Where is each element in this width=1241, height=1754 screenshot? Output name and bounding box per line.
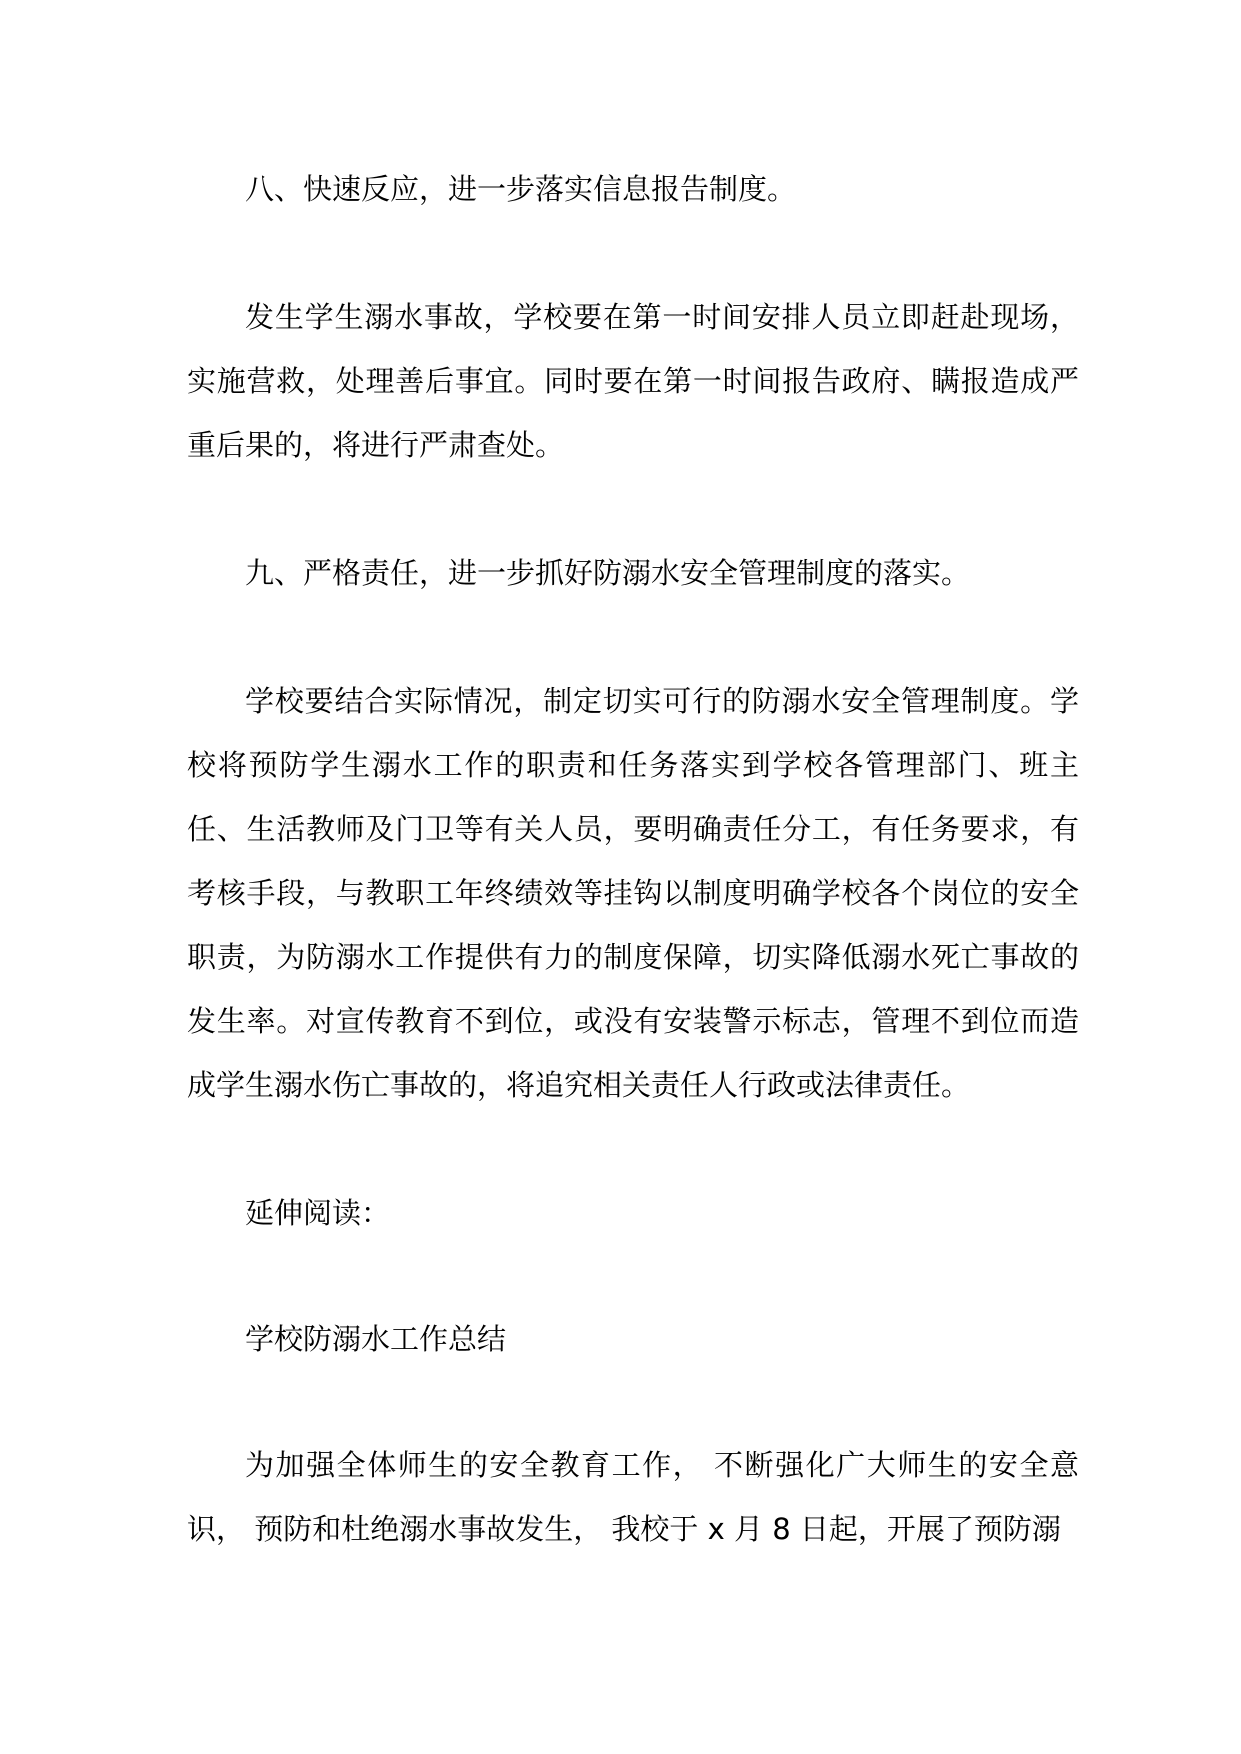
further-reading-label: 延伸阅读： [245,1196,391,1230]
paragraph: 发生学生溺水事故，学校要在第一时间安排人员立即赶赴现场，实施营救，处理善后事宜。同时要在第一时间报告政府、瞒报造成严重后果的，将进行严肃查处。 [187,300,1079,462]
section-heading-9: 九、严格责任，进一步抓好防溺水安全管理制度的落实。 [245,556,971,590]
section-heading-8: 八、快速反应，进一步落实信息报告制度。 [245,172,797,206]
article-title: 学校防溺水工作总结 [245,1322,507,1356]
paragraph: 学校要结合实际情况，制定切实可行的防溺水安全管理制度。学校将预防学生溺水工作的职责和任务落实到学校各管理部门、班主任、生活教师及门卫等有关人员，要明确责任分工，有任务要求，有考核手段，与教职工年终绩效等挂钩以制度明确学校各个岗位的安全职责，为防溺水工作提供有力的制度保障，切实降低溺水死亡事故的发生率。对宣传教育不到位，或没有安装警示标志，管理不到位而造成学生溺水伤亡事故的，将追究相关责任人行政或法律责任。 [187,684,1079,1102]
document-body [187,157,1079,1561]
paragraph: 为加强全体师生的安全教育工作， 不断强化广大师生的安全意识， 预防和杜绝溺水事故发生， 我校于 x 月 8 日起，开展了预防溺 [187,1448,1079,1546]
